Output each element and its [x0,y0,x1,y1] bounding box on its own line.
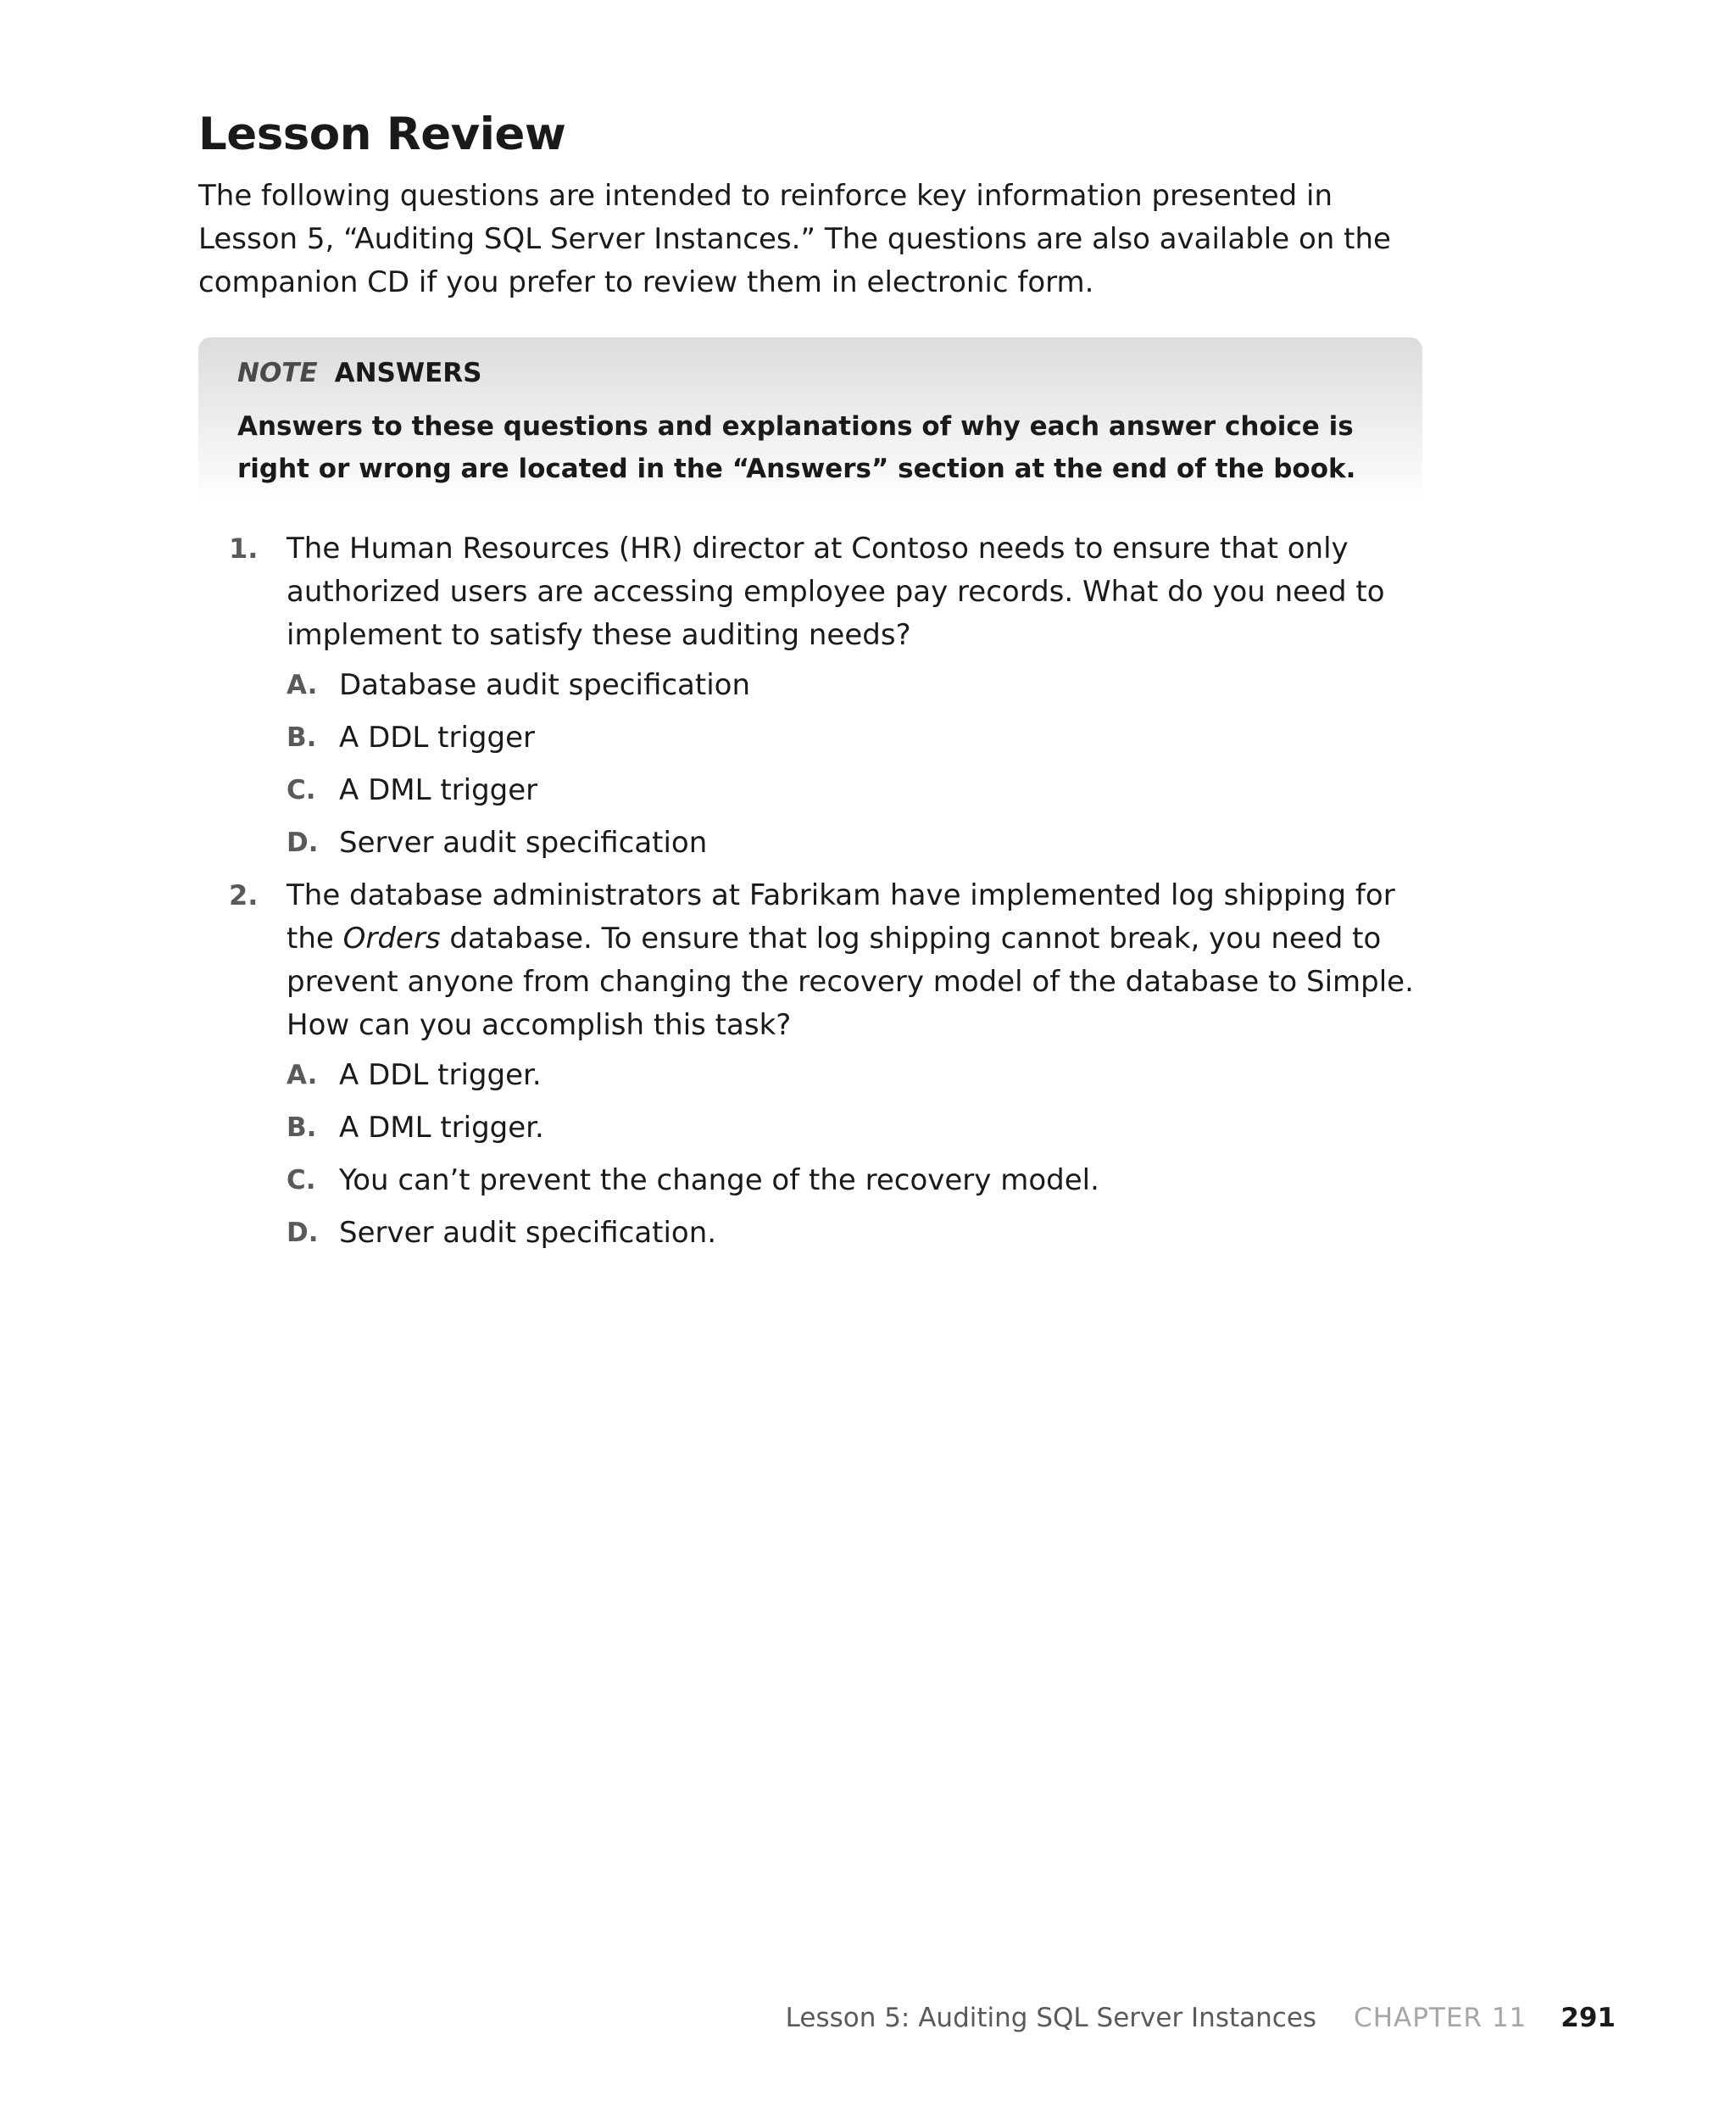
option-text: You can’t prevent the change of the recovery model. [339,1163,1099,1197]
option-a [287,1054,1436,1097]
note-text: Answers to these questions and explanations of why each answer choice is right or wrong are located in the “Answers” section at the end of the book. [237,411,1356,484]
question-2 [198,874,1436,1255]
option-text: A DML trigger. [339,1111,544,1145]
question-text-end: database. To ensure that log shipping cannot break, you need to prevent anyone from changing the recovery model of the database to Simple. How can you accomplish this task? [287,922,1414,1042]
option-b [287,716,1436,760]
option-text: Database audit specification [339,668,751,702]
option-letter: B. [287,722,317,753]
option-c [287,769,1436,812]
note-box [198,337,1422,500]
option-text: A DDL trigger [339,721,535,755]
question-text: The Human Resources (HR) director at Contoso needs to ensure that only authorized users are accessing employee pay records. What do you need to implement to satisfy these auditing needs? [287,532,1385,652]
option-letter: A. [287,1060,318,1090]
page-number: 291 [1561,2003,1616,2033]
running-footer-chapter: CHAPTER 11 [1354,2003,1527,2033]
option-list [287,1054,1436,1255]
option-b [287,1106,1436,1150]
question-number: 2. [229,879,259,911]
question-number: 1. [229,532,259,565]
question-1 [198,527,1436,865]
option-text: A DDL trigger. [339,1058,542,1092]
option-letter: D. [287,828,319,858]
option-c [287,1159,1436,1202]
running-footer-lesson: Lesson 5: Auditing SQL Server Instances [785,2003,1317,2033]
intro-paragraph: The following questions are intended to reinforce key information presented in Lesson 5, “Auditing SQL Server Instances.” The questions are also available on the companion CD if you prefer to review them in electronic form. [198,179,1391,299]
option-text: A DML trigger [339,773,538,807]
option-list [287,664,1436,865]
option-d [287,822,1436,865]
option-a [287,664,1436,707]
option-text: Server audit specification [339,826,708,860]
option-text: Server audit specification. [339,1216,717,1250]
note-title: ANSWERS [334,358,482,388]
option-letter: B. [287,1112,317,1143]
note-header [237,356,481,390]
option-letter: A. [287,670,318,700]
note-label: NOTE [237,358,318,388]
page-footer [786,2001,1616,2035]
question-list [198,527,1436,1264]
option-letter: C. [287,775,316,805]
option-letter: C. [287,1165,316,1196]
question-text-start: The database administrators at Fabrikam have implemented log shipping for the [287,878,1395,956]
option-d [287,1212,1436,1255]
question-text [287,874,1436,1047]
database-name: Orders [342,922,441,956]
option-letter: D. [287,1218,319,1248]
section-heading: Lesson Review [198,109,566,160]
